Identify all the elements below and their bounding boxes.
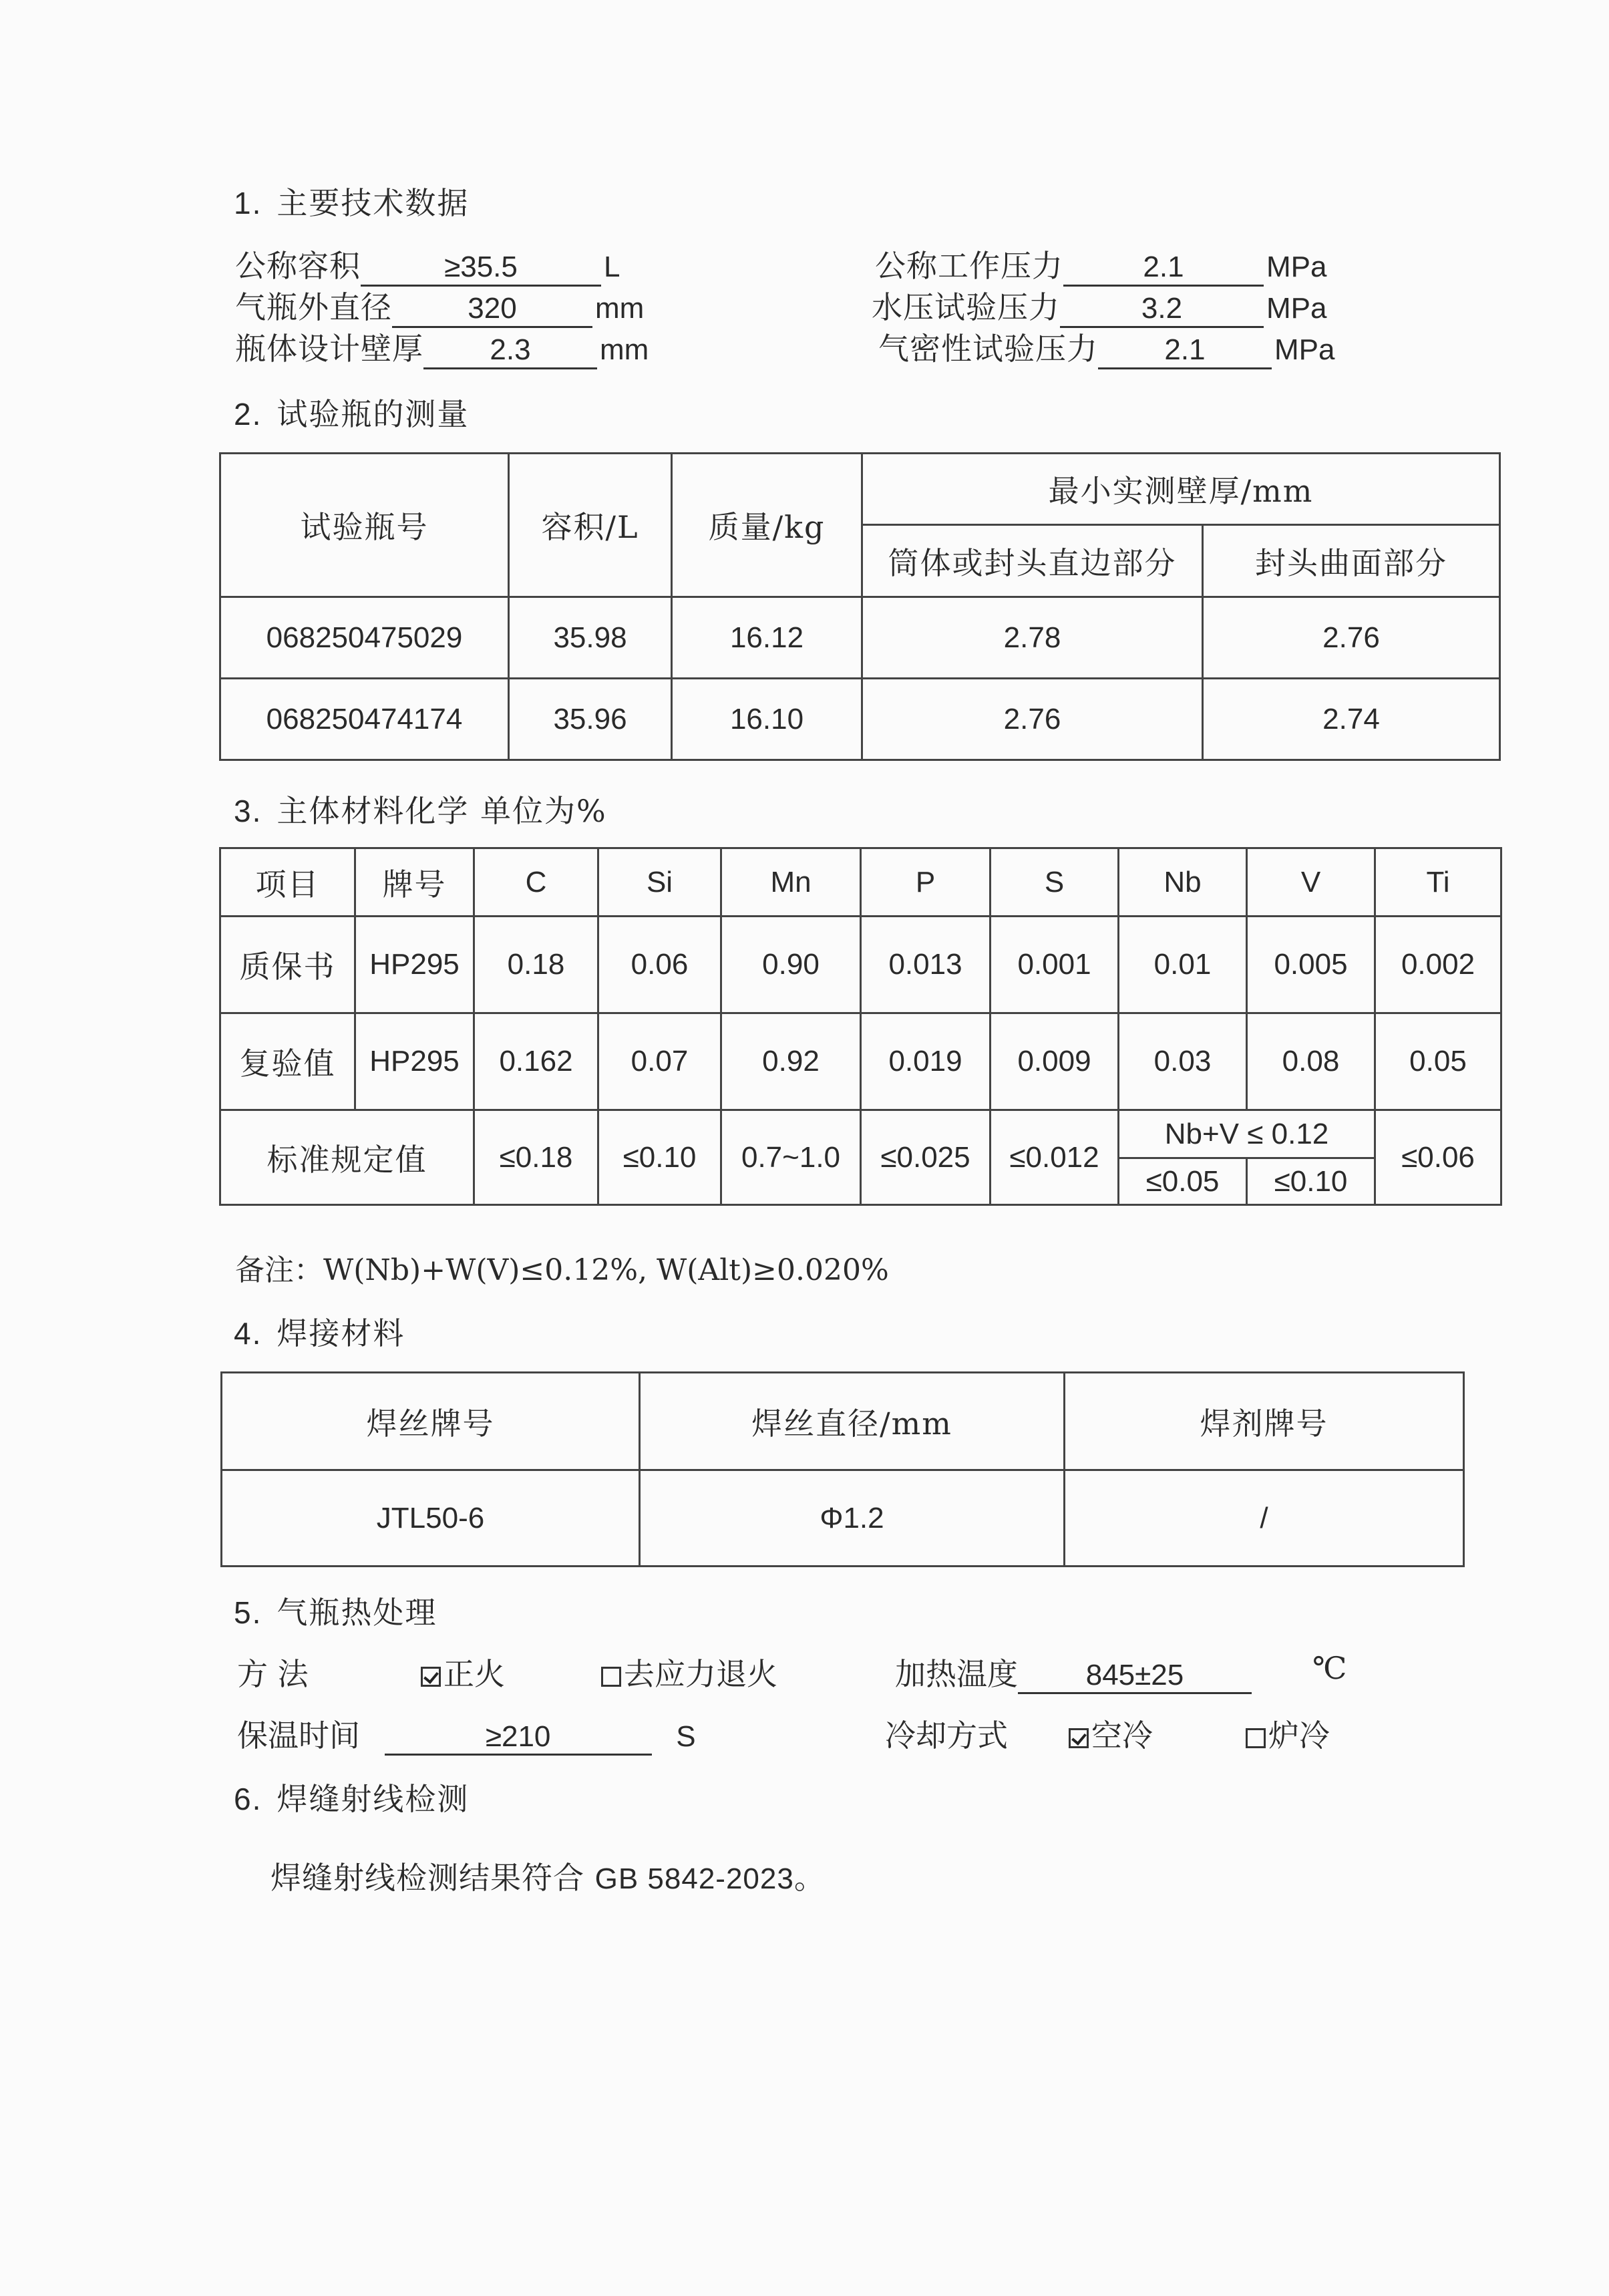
spec-label: 气密性试验压力 [878,331,1098,367]
cell-head: 2.76 [1203,597,1500,679]
cell-cylinder: 2.76 [862,679,1203,760]
cell-std-mn: 0.7~1.0 [721,1110,861,1205]
cell-std-c: ≤0.18 [474,1110,598,1205]
header-flux-grade: 焊剂牌号 [1065,1373,1464,1470]
section-number: 5. [234,1595,262,1630]
cell-c: 0.18 [474,917,598,1013]
cell-grade: HP295 [355,1013,474,1110]
header-cylinder: 筒体或封头直边部分 [862,525,1203,597]
cell-mn: 0.92 [721,1013,861,1110]
spec-value: 3.2 [1060,291,1264,328]
welding-material-table [220,1371,1465,1567]
option-label: 正火 [443,1656,505,1692]
table-row [220,1013,1501,1110]
cell-item: 复验值 [220,1013,355,1110]
cell-bottle-no: 068250475029 [220,597,509,679]
section-title: 试验瓶的测量 [277,396,470,432]
header-mass: 质量/kg [672,454,862,597]
cell-volume: 35.96 [509,679,672,760]
spec-value: 320 [392,291,592,328]
header-volume: 容积/L [509,454,672,597]
cell-p: 0.019 [861,1013,991,1110]
header-v: V [1247,848,1375,917]
spec-hydro-pressure [872,283,1326,328]
header-p: P [861,848,991,917]
section-number: 4. [234,1316,262,1351]
section-number: 3. [234,794,262,828]
cell-std-p: ≤0.025 [861,1110,991,1205]
header-ti: Ti [1375,848,1501,917]
table-row [220,679,1500,760]
cell-ti: 0.05 [1375,1013,1501,1110]
cell-mn: 0.90 [721,917,861,1013]
cell-cylinder: 2.78 [862,597,1203,679]
spec-unit: mm [595,292,645,325]
cell-s: 0.009 [991,1013,1119,1110]
method-option-stress-relief[interactable] [601,1650,777,1694]
header-bottle-no: 试验瓶号 [220,454,509,597]
cell-grade: HP295 [355,917,474,1013]
cell-v: 0.005 [1247,917,1375,1013]
spec-value: 2.1 [1063,250,1264,287]
header-wire-grade: 焊丝牌号 [222,1373,640,1470]
cell-wire-grade: JTL50-6 [222,1470,640,1567]
radiography-result [271,1854,826,1898]
header-si: Si [598,848,721,917]
spec-working-pressure [875,242,1326,287]
hold-value: ≥210 [385,1720,652,1756]
cell-std-nbv: Nb+V ≤ 0.12 [1119,1110,1375,1158]
cell-bottle-no: 068250474174 [220,679,509,760]
hold-unit: S [676,1720,696,1753]
section-2-heading [234,390,469,434]
section-title: 气瓶热处理 [277,1595,437,1631]
cell-std-s: ≤0.012 [991,1110,1119,1205]
cool-option-air[interactable] [1069,1711,1153,1756]
cool-option-furnace[interactable] [1246,1711,1330,1756]
cooling-label: 冷却方式 [885,1717,1008,1754]
spec-airtight-pressure [878,325,1334,369]
checkbox-unchecked-icon[interactable] [1246,1728,1266,1748]
section-5-heading [234,1589,437,1633]
header-s: S [991,848,1119,917]
chemical-composition-table [219,847,1502,1206]
heat-method-label: 方 法 [237,1656,309,1692]
header-c: C [474,848,598,917]
spec-label: 气瓶外直径 [235,289,392,325]
cell-std-ti: ≤0.06 [1375,1110,1501,1205]
section-title: 焊接材料 [277,1315,405,1351]
cell-si: 0.07 [598,1013,721,1110]
table-row [220,917,1501,1013]
standard-row [220,1110,1501,1158]
header-grade: 牌号 [355,848,474,917]
cell-mass: 16.10 [672,679,862,760]
option-label: 去应力退火 [624,1656,777,1692]
section-number: 1. [234,186,262,220]
cell-mass: 16.12 [672,597,862,679]
header-head: 封头曲面部分 [1203,525,1500,597]
cell-volume: 35.98 [509,597,672,679]
spec-value: 2.3 [423,333,597,369]
result-end: 。 [793,1860,826,1896]
cell-p: 0.013 [861,917,991,1013]
section-1-heading [234,179,469,223]
section-title: 主体材料化学 单位为% [277,793,607,829]
section-number: 2. [234,397,262,432]
bottle-measurement-table [219,452,1501,761]
checkbox-checked-icon[interactable] [1069,1728,1089,1748]
spec-value: ≥35.5 [361,250,601,287]
cell-nb: 0.03 [1119,1013,1247,1110]
result-standard: GB 5842-2023 [594,1862,794,1895]
cell-s: 0.001 [991,917,1119,1013]
header-item: 项目 [220,848,355,917]
cell-si: 0.06 [598,917,721,1013]
spec-nominal-volume [235,242,620,287]
cell-ti: 0.002 [1375,917,1501,1013]
cell-nb: 0.01 [1119,917,1247,1013]
section-title: 主要技术数据 [277,185,470,221]
spec-outer-diameter [235,283,644,328]
header-min-thickness: 最小实测壁厚/mm [862,454,1500,525]
method-option-normalizing[interactable] [421,1650,505,1694]
section-6-heading [234,1775,469,1819]
spec-label: 公称容积 [235,248,361,284]
spec-unit: MPa [1266,292,1327,325]
spec-unit: mm [600,333,649,366]
cell-flux-grade: / [1065,1470,1464,1567]
holding-time [237,1711,696,1756]
heating-temperature [895,1650,1252,1694]
cell-head: 2.74 [1203,679,1500,760]
header-mn: Mn [721,848,861,917]
hold-label: 保温时间 [237,1717,360,1754]
cell-std-nb: ≤0.05 [1119,1158,1247,1205]
header-nb: Nb [1119,848,1247,917]
header-wire-diameter: 焊丝直径/mm [640,1373,1065,1470]
spec-label: 水压试验压力 [872,289,1060,325]
temp-unit: ℃ [1312,1650,1347,1686]
cell-standard-label: 标准规定值 [220,1110,474,1205]
table-row [220,597,1500,679]
spec-unit: L [604,251,620,283]
option-label: 空冷 [1091,1717,1153,1754]
spec-label: 瓶体设计壁厚 [235,331,423,367]
result-text: 焊缝射线检测结果符合 [271,1860,584,1896]
spec-label: 公称工作压力 [875,248,1063,284]
temp-label: 加热温度 [895,1656,1018,1692]
cell-wire-diameter: Φ1.2 [640,1470,1065,1567]
cell-std-si: ≤0.10 [598,1110,721,1205]
spec-unit: MPa [1274,333,1335,366]
section-title: 焊缝射线检测 [277,1781,470,1817]
cell-std-v: ≤0.10 [1247,1158,1375,1205]
option-label: 炉冷 [1268,1717,1330,1754]
cell-v: 0.08 [1247,1013,1375,1110]
checkbox-checked-icon[interactable] [421,1667,441,1687]
spec-wall-thickness [235,325,649,369]
section-3-heading [234,787,607,831]
table-row [222,1470,1464,1567]
section-4-heading [234,1309,405,1353]
cell-item: 质保书 [220,917,355,1013]
spec-unit: MPa [1266,251,1327,283]
temp-value: 845±25 [1018,1659,1252,1694]
spec-value: 2.1 [1098,333,1272,369]
section-number: 6. [234,1782,262,1816]
composition-note: 备注：W(Nb)+W(V)≤0.12%, W(Alt)≥0.020% [235,1253,889,1287]
cell-c: 0.162 [474,1013,598,1110]
checkbox-unchecked-icon[interactable] [601,1667,621,1687]
